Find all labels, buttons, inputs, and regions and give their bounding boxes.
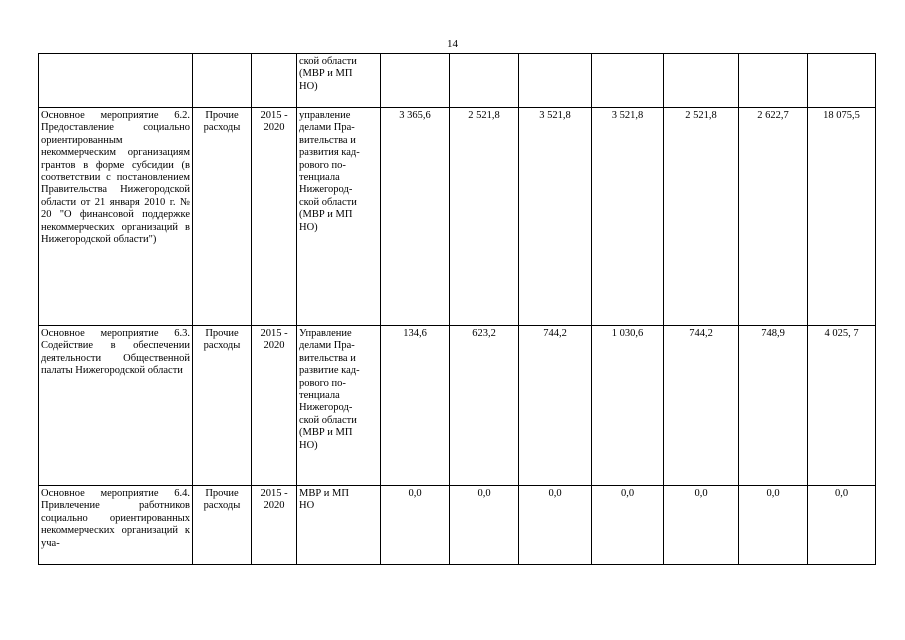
- year-value-text: 134,6: [403, 328, 427, 339]
- year-value: [592, 108, 664, 326]
- expense-category-text: Прочие расходы: [203, 110, 241, 134]
- expense-category: [193, 54, 252, 108]
- year-value-text: 0,0: [548, 488, 562, 499]
- implementation-period: [252, 326, 297, 486]
- expense-category: [193, 486, 252, 565]
- year-value-text: 1 030,6: [611, 328, 644, 339]
- total-value: [808, 54, 876, 108]
- year-value: [739, 54, 808, 108]
- year-value: [664, 54, 739, 108]
- total-value-text: 4 025, 7: [824, 328, 859, 339]
- table-row: [39, 326, 876, 486]
- year-value-text: 2 521,8: [468, 110, 500, 121]
- year-value: [381, 326, 450, 486]
- measure-description: [39, 108, 193, 326]
- implementation-period-text: 2015 - 2020: [260, 110, 288, 134]
- expense-category: [193, 326, 252, 486]
- expense-category-text: Прочие расходы: [203, 328, 241, 352]
- expense-category-text: Прочие расходы: [203, 488, 241, 512]
- measure-description: [39, 326, 193, 486]
- total-value: [808, 486, 876, 565]
- year-value: [592, 486, 664, 565]
- year-value: [739, 486, 808, 565]
- total-value: [808, 326, 876, 486]
- year-value: [519, 108, 592, 326]
- year-value-text: 0,0: [766, 488, 780, 499]
- budget-table: [38, 53, 876, 565]
- year-value: [592, 54, 664, 108]
- year-value: [519, 326, 592, 486]
- year-value: [381, 108, 450, 326]
- year-value-text: 748,9: [761, 328, 785, 339]
- year-value-text: 0,0: [408, 488, 422, 499]
- continued-row: [39, 54, 876, 108]
- year-value-text: 0,0: [477, 488, 491, 499]
- table-row: [39, 108, 876, 326]
- year-value: [739, 326, 808, 486]
- expense-category: [193, 108, 252, 326]
- page-number: 14: [447, 38, 458, 50]
- measure-description: [39, 54, 193, 108]
- measure-description-text: Основное мероприятие 6.2. Предоставление социально ориентированным некоммерческим организациям грантов в форме субсидии (в соответствии с постановлением Правительства Нижегородской области от 21 января 2010 г. № 20 "О финансовой поддержке некоммерческих организаций в Нижегородской области"): [41, 110, 190, 246]
- year-value-text: 3 521,8: [611, 110, 644, 121]
- responsible-executor: [297, 486, 381, 565]
- year-value: [450, 54, 519, 108]
- year-value-text: 2 622,7: [757, 110, 789, 121]
- implementation-period: [252, 486, 297, 565]
- year-value: [664, 326, 739, 486]
- responsible-executor: [297, 108, 381, 326]
- year-value-text: 0,0: [694, 488, 708, 499]
- total-value-text: 18 075,5: [823, 110, 860, 121]
- year-value-text: 623,2: [472, 328, 496, 339]
- year-value: [381, 54, 450, 108]
- responsible-executor-text: Управление делами Пра- вительства и развитие кад- рового по- тенциала Нижегород- ской области (МВР и МП НО): [299, 328, 360, 451]
- measure-description-text: Основное мероприятие 6.4. Привлечение работников социально ориентированных некоммерческих организаций к уча-: [41, 488, 190, 549]
- total-value-text: 0,0: [834, 488, 849, 499]
- responsible-executor-text: МВР и МП НО: [299, 488, 349, 512]
- year-value-text: 744,2: [543, 328, 567, 339]
- year-value: [381, 486, 450, 565]
- year-value-text: 3 521,8: [539, 110, 571, 121]
- implementation-period-text: 2015 - 2020: [260, 488, 288, 512]
- implementation-period: [252, 54, 297, 108]
- responsible-executor-text: управление делами Пра- вительства и развития кад- рового по- тенциала Нижегород- ской области (МВР и МП НО): [299, 110, 360, 233]
- implementation-period: [252, 108, 297, 326]
- year-value: [519, 486, 592, 565]
- year-value: [592, 326, 664, 486]
- table-row: [39, 486, 876, 565]
- total-value: [808, 108, 876, 326]
- year-value-text: 0,0: [620, 488, 635, 499]
- measure-description-text: Основное мероприятие 6.3. Содействие в обеспечении деятельности Общественной палаты Нижегородской области: [41, 328, 190, 377]
- year-value-text: 2 521,8: [685, 110, 717, 121]
- year-value: [519, 54, 592, 108]
- year-value-text: 744,2: [689, 328, 713, 339]
- year-value: [450, 486, 519, 565]
- year-value-text: 3 365,6: [399, 110, 431, 121]
- year-value: [450, 108, 519, 326]
- measure-description: [39, 486, 193, 565]
- year-value: [664, 108, 739, 326]
- responsible-executor: [297, 326, 381, 486]
- implementation-period-text: 2015 - 2020: [260, 328, 288, 352]
- responsible-executor: [297, 54, 381, 108]
- responsible-executor-text: ской области (МВР и МП НО): [299, 56, 357, 92]
- year-value: [664, 486, 739, 565]
- year-value: [450, 326, 519, 486]
- year-value: [739, 108, 808, 326]
